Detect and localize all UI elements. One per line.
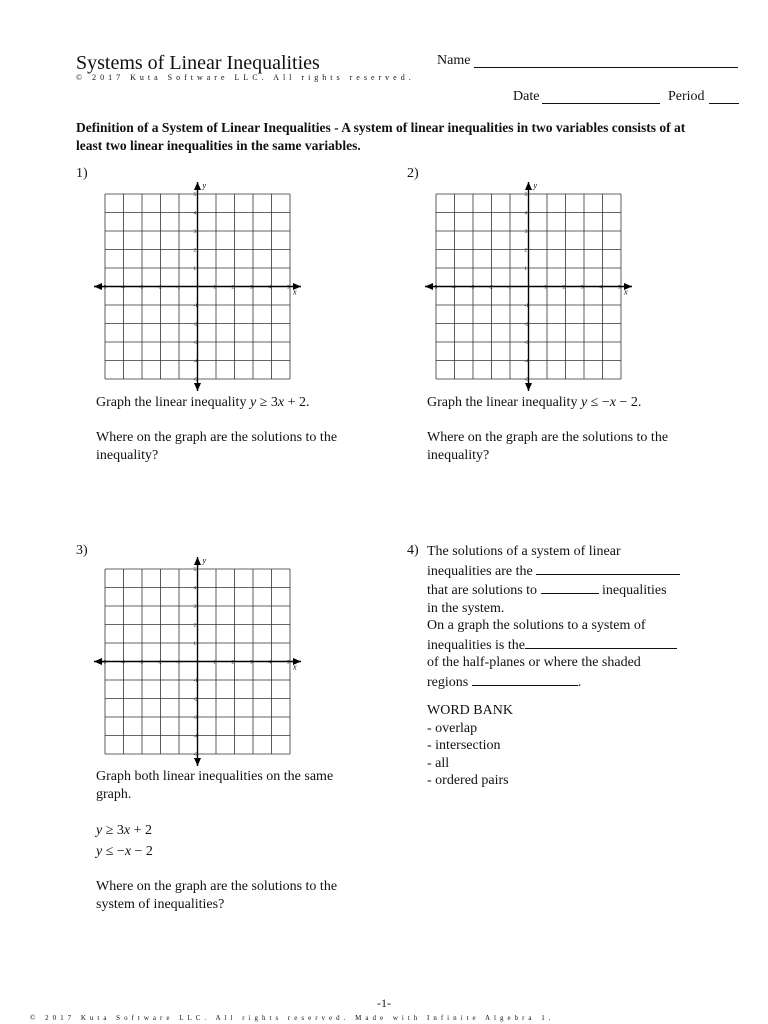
- x-tick-label: 1: [544, 285, 547, 291]
- y-tick-label: 3: [193, 230, 196, 235]
- y-tick-label: 4: [524, 211, 527, 217]
- y-tick-label: -2: [524, 322, 529, 328]
- q4-line-7: of the half-planes or where the shaded: [427, 655, 641, 670]
- y-tick-label: -5: [524, 378, 529, 383]
- y-axis-bottom-arrow: [194, 383, 201, 391]
- x-tick-label: 5: [287, 660, 290, 666]
- x-axis-left-arrow: [425, 283, 433, 290]
- x-tick-label: 1: [213, 285, 216, 291]
- x-tick-label: 4: [599, 285, 602, 291]
- y-tick-label: -1: [193, 679, 198, 684]
- y-axis-top-arrow: [525, 182, 532, 190]
- question-1-prompt: Graph the linear inequality y ≥ 3x + 2.: [96, 395, 310, 410]
- x-axis-label: x: [293, 662, 297, 672]
- blank-4[interactable]: [472, 672, 578, 686]
- y-tick-label: 1: [193, 267, 196, 272]
- x-tick-label: -5: [102, 660, 107, 666]
- name-field[interactable]: [474, 67, 738, 68]
- x-tick-label: 3: [250, 660, 253, 666]
- word-bank-item: - intersection: [427, 738, 501, 753]
- question-3-question: Where on the graph are the solutions to the system of inequalities?: [96, 879, 338, 912]
- y-tick-label: 5: [524, 193, 527, 198]
- x-tick-label: -5: [102, 285, 107, 291]
- question-1-number: 1): [76, 166, 88, 181]
- y-tick-label: -3: [524, 341, 529, 346]
- x-tick-label: 2: [231, 660, 234, 666]
- x-tick-label: 2: [562, 285, 565, 291]
- question-3-inequality-1: y ≥ 3x + 2: [96, 823, 153, 838]
- x-tick-label: 5: [287, 285, 290, 291]
- y-tick-label: -1: [524, 304, 529, 309]
- q4-line-8: regions .: [427, 672, 707, 692]
- y-tick-label: 3: [524, 230, 527, 235]
- question-4-text: [427, 543, 707, 691]
- y-axis-label: y: [533, 181, 538, 190]
- q4-line-6: inequalities is the: [427, 635, 707, 655]
- y-axis-bottom-arrow: [525, 383, 532, 391]
- blank-2[interactable]: [541, 580, 599, 594]
- y-axis-bottom-arrow: [194, 758, 201, 766]
- coordinate-grid-2[interactable]: [422, 178, 642, 394]
- definition-text: Definition of a System of Linear Inequalities - A system of linear inequalities in two variables consists of at least two linear inequalities in the same variables.: [76, 120, 686, 153]
- x-tick-label: -2: [157, 660, 162, 666]
- y-tick-label: -2: [193, 322, 198, 328]
- y-axis-top-arrow: [194, 557, 201, 565]
- y-axis-label: y: [202, 556, 207, 565]
- x-tick-label: -1: [176, 660, 181, 666]
- x-axis-label: x: [293, 287, 297, 297]
- q4-line-3: that are solutions to inequalities: [427, 580, 707, 600]
- question-3-prompt: Graph both linear inequalities on the same graph.: [96, 769, 334, 802]
- question-4-number: 4): [407, 543, 419, 558]
- y-axis-label: y: [202, 181, 207, 190]
- period-label: Period: [668, 89, 705, 104]
- date-label: Date: [513, 89, 540, 104]
- word-bank-title: WORD BANK: [427, 703, 513, 718]
- y-tick-label: 1: [193, 642, 196, 647]
- question-3-inequality-2: y ≤ −x − 2: [96, 844, 153, 859]
- x-tick-label: -3: [139, 285, 144, 291]
- blank-3[interactable]: [525, 635, 677, 649]
- x-tick-label: 4: [268, 285, 271, 291]
- y-tick-label: 4: [193, 211, 196, 217]
- y-axis-top-arrow: [194, 182, 201, 190]
- y-tick-label: -4: [193, 359, 198, 365]
- q4-line-1: The solutions of a system of linear: [427, 544, 621, 559]
- x-axis-label: x: [624, 287, 628, 297]
- y-tick-label: -4: [193, 734, 198, 740]
- x-tick-label: 2: [231, 285, 234, 291]
- y-tick-label: -5: [193, 753, 198, 758]
- x-tick-label: 1: [213, 660, 216, 666]
- word-bank-item: - all: [427, 755, 450, 771]
- y-tick-label: -4: [524, 359, 529, 365]
- header-copyright: © 2017 Kuta Software LLC. All rights reserved.: [76, 73, 415, 82]
- footer-copyright: © 2017 Kuta Software LLC. All rights reserved. Made with Infinite Algebra 1.: [30, 1014, 555, 1022]
- y-tick-label: 4: [193, 586, 196, 592]
- word-bank: [427, 702, 627, 790]
- q4-line-2: inequalities are the: [427, 561, 707, 581]
- y-tick-label: -3: [193, 716, 198, 721]
- x-tick-label: -3: [139, 660, 144, 666]
- x-tick-label: 4: [268, 660, 271, 666]
- x-tick-label: 5: [618, 285, 621, 291]
- x-tick-label: -1: [507, 285, 512, 291]
- word-bank-item: - overlap: [427, 720, 478, 736]
- x-tick-label: 3: [250, 285, 253, 291]
- word-bank-item: - ordered pairs: [427, 773, 509, 788]
- y-tick-label: -1: [193, 304, 198, 309]
- y-tick-label: 5: [193, 193, 196, 198]
- x-axis-left-arrow: [94, 658, 102, 665]
- question-2-prompt: Graph the linear inequality y ≤ −x − 2.: [427, 395, 642, 410]
- question-3-number: 3): [76, 543, 88, 558]
- date-field[interactable]: [542, 103, 660, 104]
- q4-line-4: in the system.: [427, 600, 505, 616]
- page-number: -1-: [377, 996, 391, 1010]
- y-tick-label: 5: [193, 568, 196, 573]
- x-tick-label: -4: [120, 660, 125, 666]
- y-tick-label: 1: [524, 267, 527, 272]
- worksheet-title: Systems of Linear Inequalities: [76, 52, 320, 74]
- x-tick-label: -4: [451, 285, 456, 291]
- x-tick-label: -3: [470, 285, 475, 291]
- question-1-question: Where on the graph are the solutions to the inequality?: [96, 430, 338, 463]
- question-2-number: 2): [407, 166, 419, 181]
- y-tick-label: 3: [193, 605, 196, 610]
- x-tick-label: 3: [581, 285, 584, 291]
- name-label: Name: [437, 53, 471, 68]
- x-tick-label: -2: [488, 285, 493, 291]
- y-tick-label: -5: [193, 378, 198, 383]
- y-tick-label: 2: [524, 248, 527, 254]
- x-tick-label: -4: [120, 285, 125, 291]
- period-field[interactable]: [709, 103, 739, 104]
- coordinate-grid-3[interactable]: [91, 553, 311, 769]
- y-tick-label: -3: [193, 341, 198, 346]
- blank-1[interactable]: [536, 561, 680, 575]
- coordinate-grid-1[interactable]: [91, 178, 311, 394]
- x-tick-label: -1: [176, 285, 181, 291]
- q4-line-5: On a graph the solutions to a system of: [427, 618, 646, 633]
- x-tick-label: -2: [157, 285, 162, 291]
- x-tick-label: -5: [433, 285, 438, 291]
- x-axis-left-arrow: [94, 283, 102, 290]
- y-tick-label: 2: [193, 248, 196, 254]
- y-tick-label: 2: [193, 623, 196, 629]
- y-tick-label: -2: [193, 697, 198, 703]
- question-2-question: Where on the graph are the solutions to the inequality?: [427, 430, 669, 463]
